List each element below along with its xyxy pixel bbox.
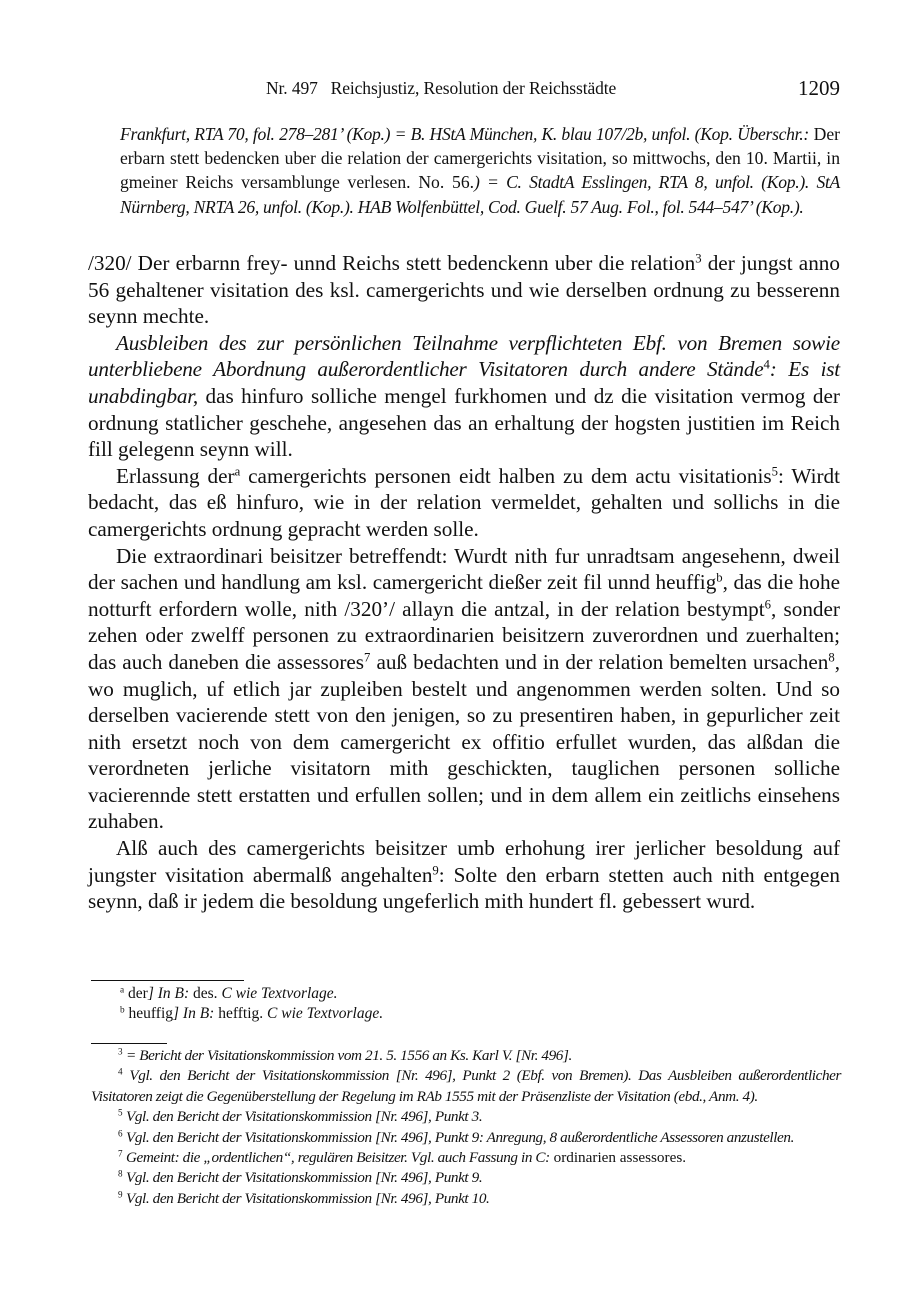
footnote-text: Vgl. den Bericht der Visitationskommission [Nr. 496], Punkt 2 (Ebf. von Bremen). Das Ausbleiben außerordentlicher Visitatoren zeigt die Gegenüberstellung der Regelung im RAb 1555 mit der Präsenzliste der Visitation (ebd., Anm. 4). <box>91 1067 841 1105</box>
text-span: der jungst anno 56 gehaltener visitation des ksl. camergerichts und wie derselben ordnung zu besserenn seynn mechte. <box>88 251 840 329</box>
footnote-text: Vgl. den Bericht der Visitationskommission [Nr. 496], Punkt 3. <box>122 1108 483 1126</box>
footnote-number: 4 <box>118 1066 123 1077</box>
text-span: , wo muglich, uf etlich jar zupleiben bestelt und angenommen werden solten. Und so derselben vacierende stett von den jenigen, so zu presentiren haben, in gepurlicher zeit nith ersetzt noch von dem camergericht ex offitio erfullet wurden, das alßdan die verordneten jerliche visitatorn mith geschickten, tauglichen personen solliche vacierennde stett erstatten und erfullen sollen; und in dem allem ein zeitlichs einsehens zuhaben. <box>88 649 840 834</box>
footnote-5 <box>91 1107 841 1127</box>
paragraph-bremen <box>88 330 840 463</box>
footnotes-divider <box>91 1043 167 1044</box>
running-title: Nr. 497 Reichsjustiz, Resolution der Reichsstädte <box>266 78 617 98</box>
footnote-ref[interactable]: 9 <box>432 863 439 878</box>
textnote-mark: b <box>120 1005 125 1016</box>
footnote-ref[interactable]: 4 <box>763 357 770 372</box>
footnote-number: 9 <box>118 1189 123 1200</box>
text-span: : Solte den erbarn stetten auch nith entgegen seynn, daß ir jedem die besoldung ungeferlich mith hundert fl. gebessert wurd. <box>88 862 840 914</box>
paragraph-extraordinari <box>88 543 840 836</box>
footnote-6 <box>91 1128 841 1148</box>
text-span: Alß auch des camergerichts beisitzer umb erhohung irer jerlicher besoldung auf jungster visitation abermalß angehalten <box>88 836 840 887</box>
footnote-ref[interactable]: 6 <box>764 597 772 612</box>
footnote-number: 6 <box>118 1128 123 1139</box>
footnote-number: 5 <box>118 1107 123 1118</box>
source-citation-italic: Frankfurt, RTA 70, fol. 278–281’ (Kop.) = B. HStA München, K. blau 107/2b, unfol. (Kop. Überschr.: <box>120 124 809 144</box>
footnote-number: 7 <box>118 1148 123 1159</box>
footnote-9 <box>91 1189 841 1209</box>
editorial-summary: : Es ist unabdingbar, <box>88 357 840 408</box>
source-citation <box>120 122 840 219</box>
textnote-a <box>120 984 840 1004</box>
text-span: camergerichts personen eidt halben zu dem actu visitationis <box>240 463 772 488</box>
page-number: 1209 <box>798 76 840 100</box>
footnote-ref[interactable]: 5 <box>771 464 778 479</box>
text-span: /320/ Der erbarnn frey- unnd Reichs stett bedenckenn uber die relation <box>88 251 696 275</box>
footnote-text: = Bericht der Visitationskommission vom 21. 5. 1556 an Ks. Karl V. [Nr. 496]. <box>122 1047 572 1064</box>
textnote-lemma: der <box>124 985 148 1002</box>
footnotes <box>91 1046 841 1209</box>
textnotes-divider <box>91 980 244 981</box>
textnote-italic: C wie Textvorlage. <box>263 1005 384 1022</box>
paragraph-besoldung <box>88 835 840 915</box>
textnote-ref[interactable]: b <box>716 570 723 585</box>
textual-notes <box>120 984 840 1024</box>
main-text <box>88 250 840 915</box>
footnote-quote: ordinarien assessores. <box>549 1149 687 1167</box>
textnote-ref[interactable]: a <box>234 464 241 479</box>
textnote-italic: ] In B: <box>173 1005 215 1022</box>
footnote-text: Gemeint: die „ordentlichen“, regulären Beisitzer. Vgl. auch Fassung in C: <box>122 1149 550 1167</box>
footnote-number: 3 <box>118 1046 123 1057</box>
textnote-reading: des. <box>189 985 218 1002</box>
text-span: auß bedachten und in der relation bemelten ursachen <box>370 649 829 674</box>
footnote-text: Vgl. den Bericht der Visitationskommission [Nr. 496], Punkt 9. <box>122 1169 483 1187</box>
textnote-mark: a <box>120 985 125 996</box>
textnote-italic: ] In B: <box>147 985 190 1002</box>
text-span: Die extraordinari beisitzer betreffendt: Wurdt nith fur unradtsam angesehenn, dweil der sachen und handlung am ksl. camergericht dießer zeit fil unnd heuffig <box>88 543 840 595</box>
text-span: : Wirdt bedacht, das eß hinfuro, wie in der relation vermeldet, gehalten und sollichs in die camergerichts ordnung gepracht werden solle. <box>88 463 840 541</box>
footnote-number: 8 <box>118 1168 123 1179</box>
source-citation-copies: ) = C. StadtA Esslingen, RTA 8, unfol. (Kop.). StA Nürnberg, NRTA 26, unfol. (Kop.). HAB Wolfenbüttel, Cod. Guelf. 57 Aug. Fol., fol. 544–547’ (Kop.). <box>120 172 840 217</box>
text-span: das hinfuro solliche mengel furkhomen und dz die visitation vermog der ordnung statlicher geschehe, angesehen das an erhaltung der hogsten justitien im Reich fill gelegenn seynn will. <box>88 383 840 462</box>
textnote-b <box>120 1004 840 1024</box>
footnote-ref[interactable]: 7 <box>364 650 371 665</box>
source-citation-title: Der erbarn stett bedencken uber die relation der camergerichts visitation, so mittwochs, den 10. Martii, in gmeiner Reichs versamblunge verlesen. No. 56. <box>120 124 840 193</box>
textnote-lemma: heuffig <box>124 1005 174 1022</box>
footnote-ref[interactable]: 3 <box>695 251 702 266</box>
editorial-summary: Ausbleiben des zur persönlichen Teilnahme verpflichteten Ebf. von Bremen sowie unterbliebene Abordnung außerordentlicher Visitatoren durch andere Stände <box>88 330 840 382</box>
paragraph-eid <box>88 463 840 543</box>
textnote-italic: C wie Textvorlage. <box>217 985 338 1002</box>
text-span: , sonder zehen oder zwelff personen zu extraordinarien beisitzern zuverordnen und zuerhalten; das auch daneben die assessores <box>88 596 840 674</box>
footnote-3 <box>91 1046 841 1066</box>
footnote-text: Vgl. den Bericht der Visitationskommission [Nr. 496], Punkt 10. <box>122 1189 490 1207</box>
footnote-4 <box>91 1066 841 1107</box>
running-header <box>88 78 840 106</box>
footnote-text: Vgl. den Bericht der Visitationskommission [Nr. 496], Punkt 9: Anregung, 8 außerordentliche Assessoren anzustellen. <box>122 1128 794 1146</box>
paragraph-intro <box>88 250 840 330</box>
textnote-reading: hefftig. <box>214 1005 264 1022</box>
footnote-ref[interactable]: 8 <box>828 650 835 665</box>
footnote-7 <box>91 1148 841 1168</box>
text-span: , das die hohe notturft erfordern wolle, nith /320’/ allayn die antzal, in der relation bestympt <box>88 570 840 621</box>
text-span: Erlassung der <box>116 463 235 488</box>
footnote-8 <box>91 1168 841 1188</box>
